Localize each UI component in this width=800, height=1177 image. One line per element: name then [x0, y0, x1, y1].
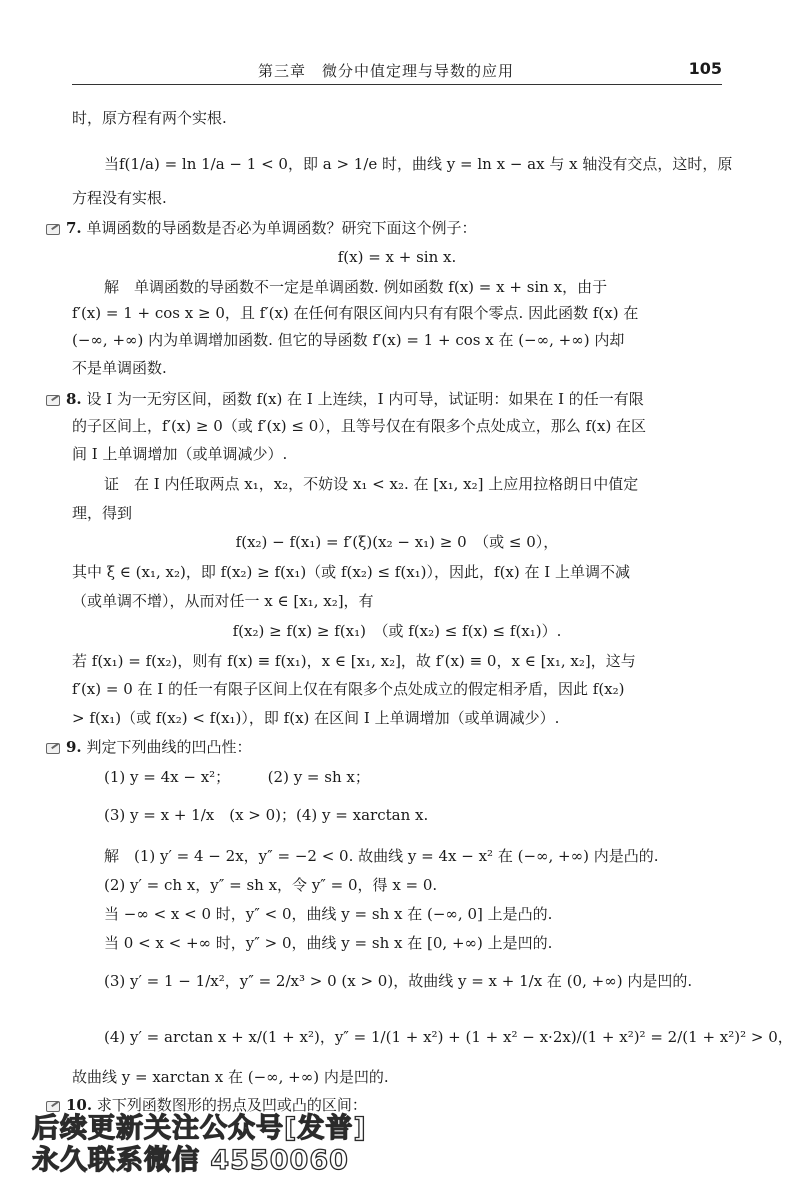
text-line: (4) y′ = arctan x + x/(1 + x²)，y″ = 1/(1 + x²) + (1 + x² − x·2x)/(1 + x²)² = 2/(1 + x²)² > 0， [104, 1028, 793, 1046]
pencil-icon [46, 393, 64, 406]
pencil-icon [46, 222, 64, 235]
problem-number: 8. [66, 390, 82, 408]
text-line: 当f(1/a) = ln 1/a − 1 < 0，即 a > 1/e 时，曲线 y = ln x − ax 与 x 轴没有交点，这时，原 [104, 155, 733, 173]
chapter-title: 第三章 微分中值定理与导数的应用 [258, 62, 515, 80]
text-line: (3) y′ = 1 − 1/x²，y″ = 2/x³ > 0 (x > 0)，故曲线 y = x + 1/x 在 (0, +∞) 内是凹的. [104, 972, 693, 990]
problem-number: 7. [66, 219, 82, 237]
text-line: 方程没有实根. [72, 189, 167, 207]
problem-text: 单调函数的导函数是否必为单调函数？研究下面这个例子： [86, 219, 477, 237]
text-line: (2) y′ = ch x，y″ = sh x，令 y″ = 0，得 x = 0. [104, 876, 438, 894]
text-line: 不是单调函数. [72, 359, 167, 377]
text-line: f′(x) = 0 在 I 的任一有限子区间上仅在有限多个点处成立的假定相矛盾，因此 f(x₂) [72, 680, 625, 698]
formula: f(x) = x + sin x. [337, 248, 457, 266]
text-line: 其中 ξ ∈ (x₁, x₂)，即 f(x₂) ≥ f(x₁)（或 f(x₂) ≤ f(x₁)），因此，f(x) 在 I 上单调不减 [72, 563, 630, 581]
running-header [72, 56, 722, 86]
text-line: 解 单调函数的导函数不一定是单调函数. 例如函数 f(x) = x + sin x，由于 [104, 278, 608, 296]
watermark-line-1: 后续更新关注公众号[发普] [32, 1113, 367, 1144]
text-line: 时，原方程有两个实根. [72, 109, 227, 127]
problem-8 [46, 388, 644, 410]
problem-number: 10. [66, 1096, 93, 1114]
text-line: 的子区间上，f′(x) ≥ 0（或 f′(x) ≤ 0），且等号仅在有限多个点处成立，那么 f(x) 在区 [72, 417, 647, 435]
formula: f(x₂) − f(x₁) = f′(ξ)(x₂ − x₁) ≥ 0 （或 ≤ 0）， [235, 533, 559, 551]
text-line: 故曲线 y = xarctan x 在 (−∞, +∞) 内是凹的. [72, 1068, 389, 1086]
text-line: 解 (1) y′ = 4 − 2x，y″ = −2 < 0. 故曲线 y = 4x − x² 在 (−∞, +∞) 内是凸的. [104, 847, 659, 865]
text-line: > f(x₁)（或 f(x₂) < f(x₁)），即 f(x) 在区间 I 上单调增加（或单调减少）. [72, 709, 560, 727]
pencil-icon [46, 741, 64, 754]
text-line: (1) y = 4x − x²； (2) y = sh x； [104, 768, 370, 786]
header-rule [72, 84, 722, 85]
problem-text: 判定下列曲线的凹凸性： [86, 738, 252, 756]
problem-text: 设 I 为一无穷区间，函数 f(x) 在 I 上连续，I 内可导，试证明：如果在 I 的任一有限 [86, 390, 644, 408]
text-line: 间 I 上单调增加（或单调减少）. [72, 445, 288, 463]
text-line: (3) y = x + 1/x (x > 0)；(4) y = xarctan x. [104, 806, 429, 824]
problem-9 [46, 736, 251, 758]
text-line: （或单调不增），从而对任一 x ∈ [x₁, x₂]，有 [72, 592, 374, 610]
text-line: 当 0 < x < +∞ 时，y″ > 0，曲线 y = sh x 在 [0, +∞) 上是凹的. [104, 934, 553, 952]
text-line: (−∞, +∞) 内为单调增加函数. 但它的导函数 f′(x) = 1 + cos x 在 (−∞, +∞) 内却 [72, 331, 625, 349]
text-line: 若 f(x₁) = f(x₂)，则有 f(x) ≡ f(x₁)，x ∈ [x₁, x₂]，故 f′(x) ≡ 0，x ∈ [x₁, x₂]，这与 [72, 652, 636, 670]
page-number: 105 [688, 59, 722, 78]
formula: f(x₂) ≥ f(x) ≥ f(x₁) （或 f(x₂) ≤ f(x) ≤ f(x₁)）. [232, 622, 562, 640]
text-line: f′(x) = 1 + cos x ≥ 0，且 f′(x) 在任何有限区间内只有有限个零点. 因此函数 f(x) 在 [72, 304, 639, 322]
text-line: 证 在 I 内任取两点 x₁，x₂，不妨设 x₁ < x₂. 在 [x₁, x₂] 上应用拉格朗日中值定 [104, 475, 639, 493]
text-line: 当 −∞ < x < 0 时，y″ < 0，曲线 y = sh x 在 (−∞, 0] 上是凸的. [104, 905, 553, 923]
text-line: 理，得到 [72, 504, 133, 522]
problem-7 [46, 217, 476, 239]
problem-number: 9. [66, 738, 82, 756]
watermark-line-2: 永久联系微信 4550060 [32, 1145, 349, 1176]
problem-text: 求下列函数图形的拐点及凹或凸的区间： [96, 1096, 367, 1114]
